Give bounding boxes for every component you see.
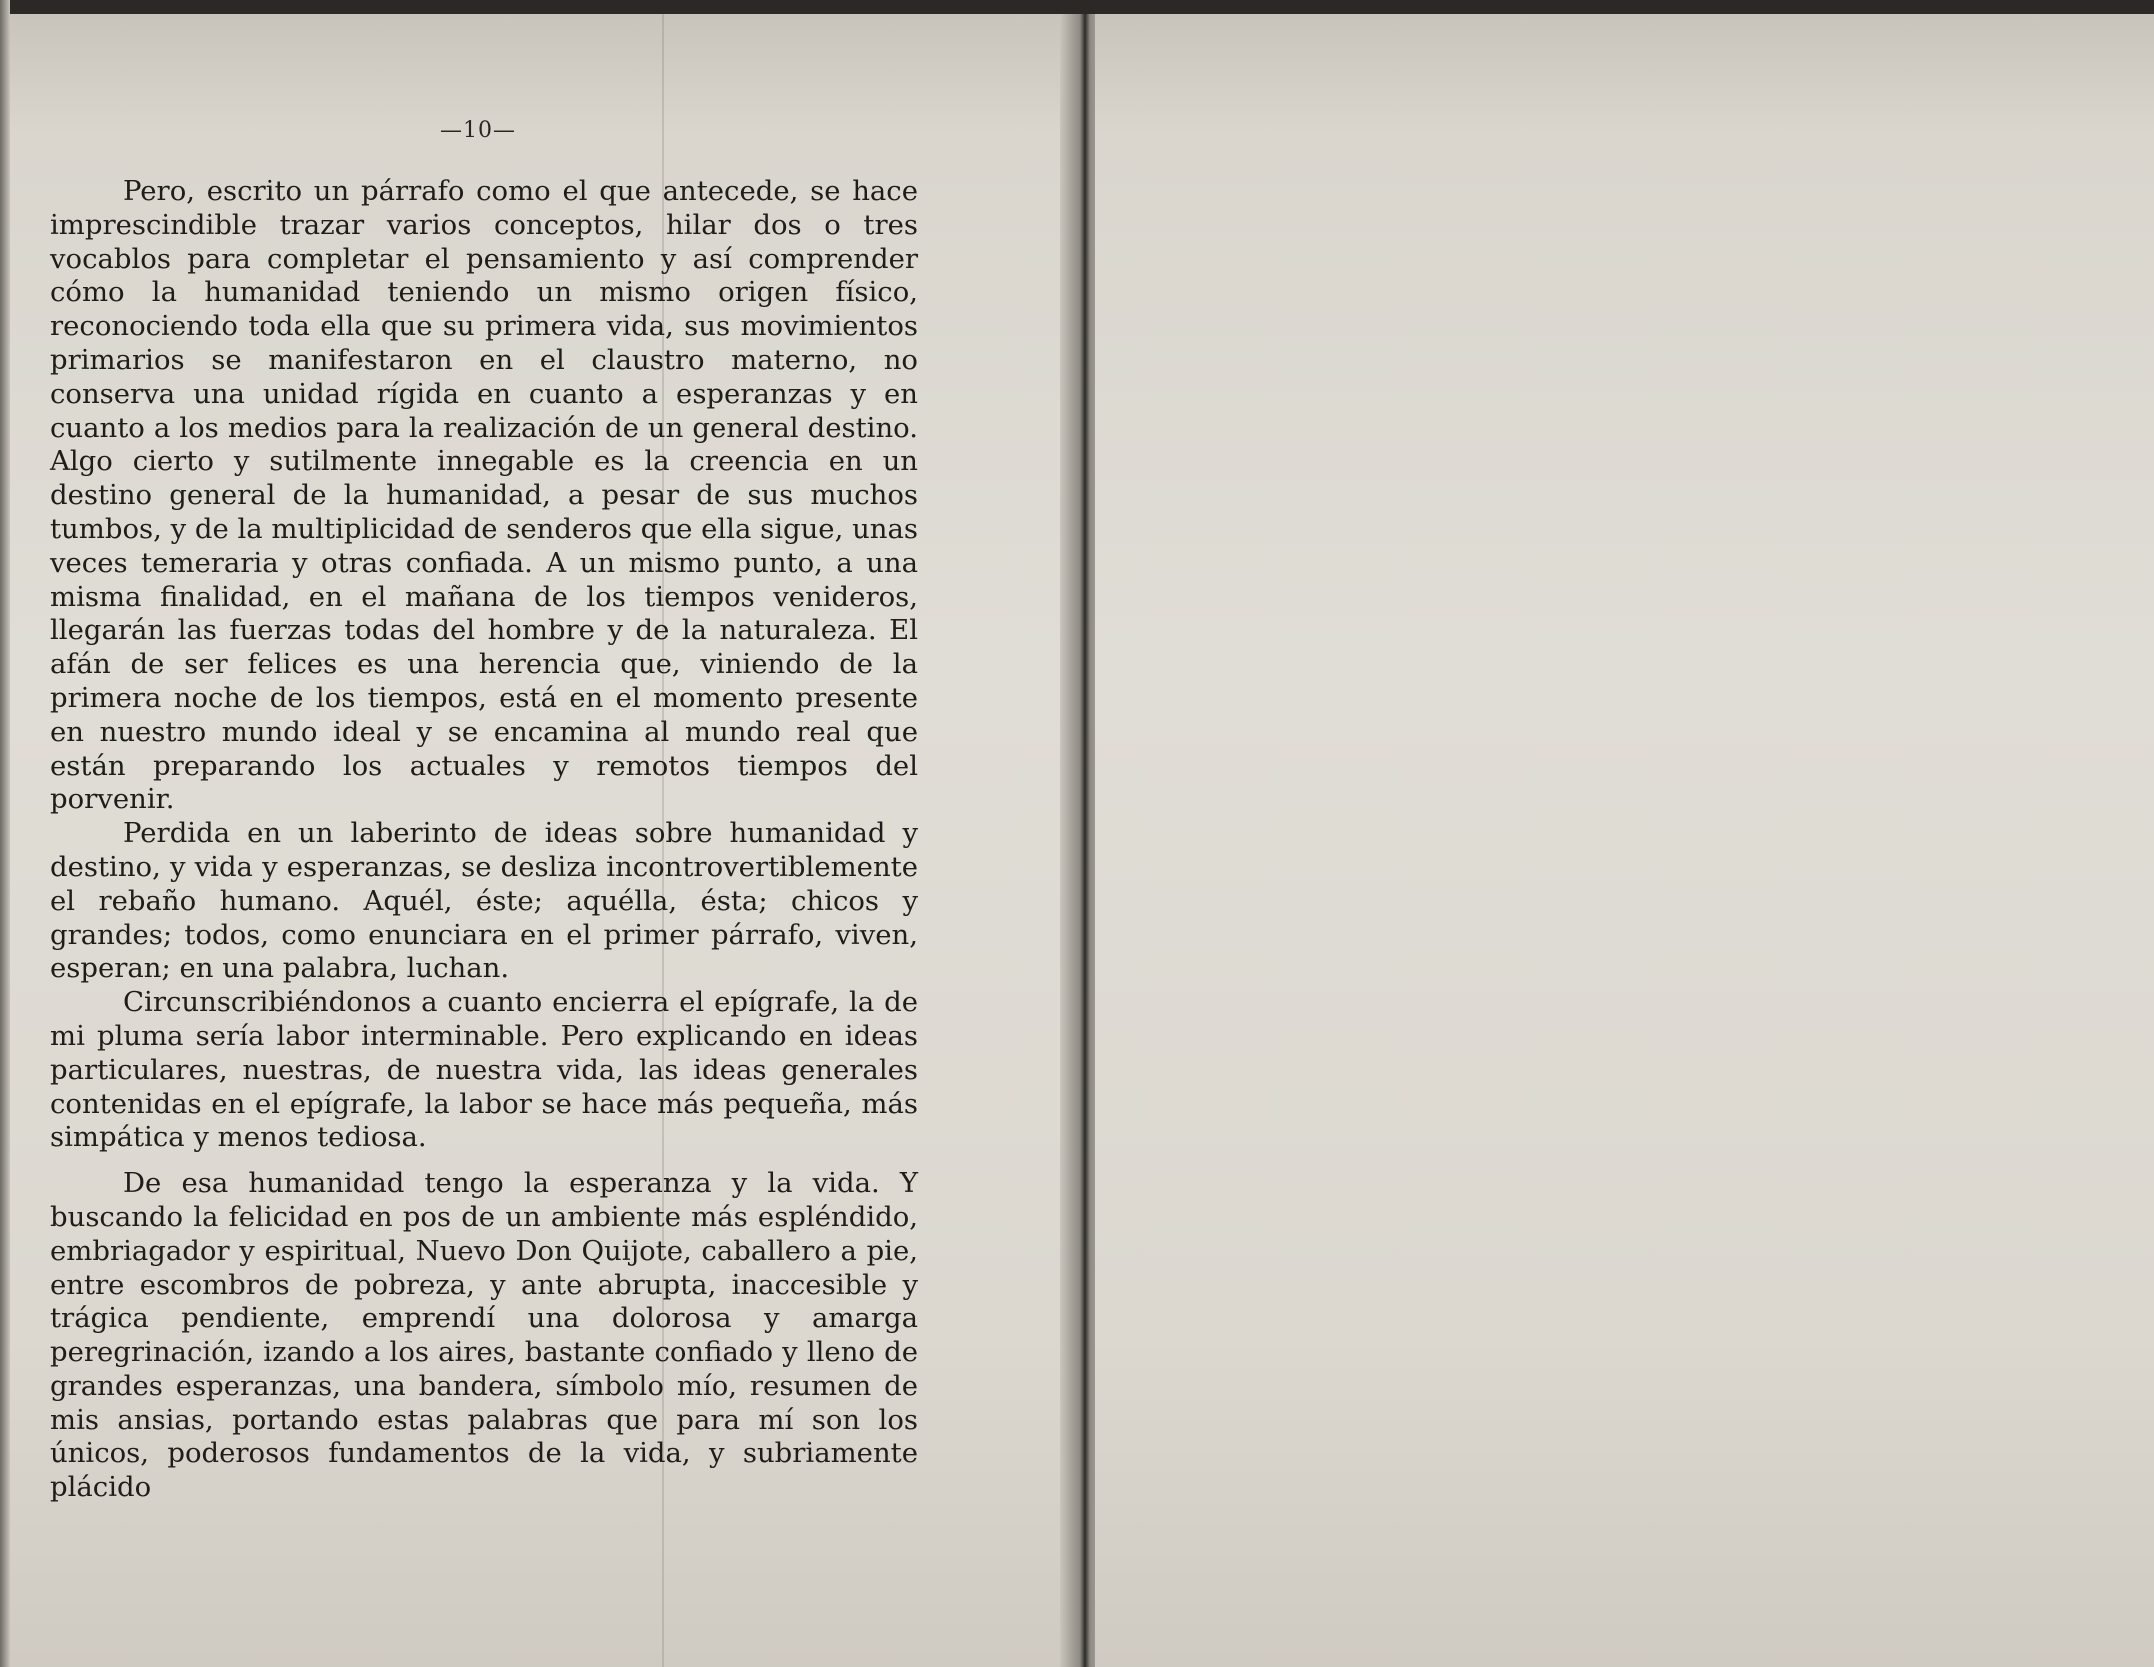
paragraph: Pero, escrito un párrafo como el que antecede, se hace imprescindible trazar varios conceptos, hilar dos o tres vocablos para completar el pensamiento y así comprender cómo la humanidad teniendo un mismo origen físico, reconociendo toda ella que su primera vida, sus movimientos primarios se manifestaron en el claustro materno, no conserva una unidad rígida en cuanto a esperanzas y en cuanto a los medios para la realización de un general destino. Algo cierto y sutilmente innegable es la creencia en un destino general de la humanidad, a pesar de sus muchos tumbos, y de la multiplicidad de senderos que ella sigue, unas veces temeraria y otras confiada. A un mismo punto, a una misma finalidad, en el mañana de los tiempos venideros, llegarán las fuerzas todas del hombre y de la naturaleza. El afán de ser felices es una herencia que, viniendo de la primera noche de los tiempos, está en el momento presente en nuestro mundo ideal y se encamina al mundo real que están preparando los actuales y remotos tiempos del porvenir. <box>50 175 918 816</box>
scan-top-edge <box>0 0 2154 14</box>
right-page <box>1095 0 2154 1667</box>
paragraph: Circunscribiéndonos a cuanto encierra el epígrafe, la de mi pluma sería labor interminable. Pero explicando en ideas particulares, nuestras, de nuestra vida, las ideas generales contenidas en el epígrafe, la labor se hace más pequeña, más simpática y menos tediosa. <box>50 986 918 1154</box>
paragraph: De esa humanidad tengo la esperanza y la vida. Y buscando la felicidad en pos de un ambiente más espléndido, embriagador y espiritual, Nuevo Don Quijote, caballero a pie, entre escombros de pobreza, y ante abrupta, inaccesible y trágica pendiente, emprendí una dolorosa y amarga peregrinación, izando a los aires, bastante confiado y lleno de grandes esperanzas, una bandera, símbolo mío, resumen de mis ansias, portando estas palabras que para mí son los únicos, poderosos fundamentos de la vida, y subriamente plácido <box>50 1167 918 1504</box>
page-number-left: —10— <box>440 118 516 143</box>
scan-left-edge <box>0 0 10 1667</box>
left-page-text <box>50 175 918 1505</box>
left-page <box>0 0 1075 1667</box>
paragraph: Perdida en un laberinto de ideas sobre humanidad y destino, y vida y esperanzas, se desliza incontrovertiblemente el rebaño humano. Aquél, éste; aquélla, ésta; chicos y grandes; todos, como enunciara en el primer párrafo, viven, esperan; en una palabra, luchan. <box>50 817 918 985</box>
